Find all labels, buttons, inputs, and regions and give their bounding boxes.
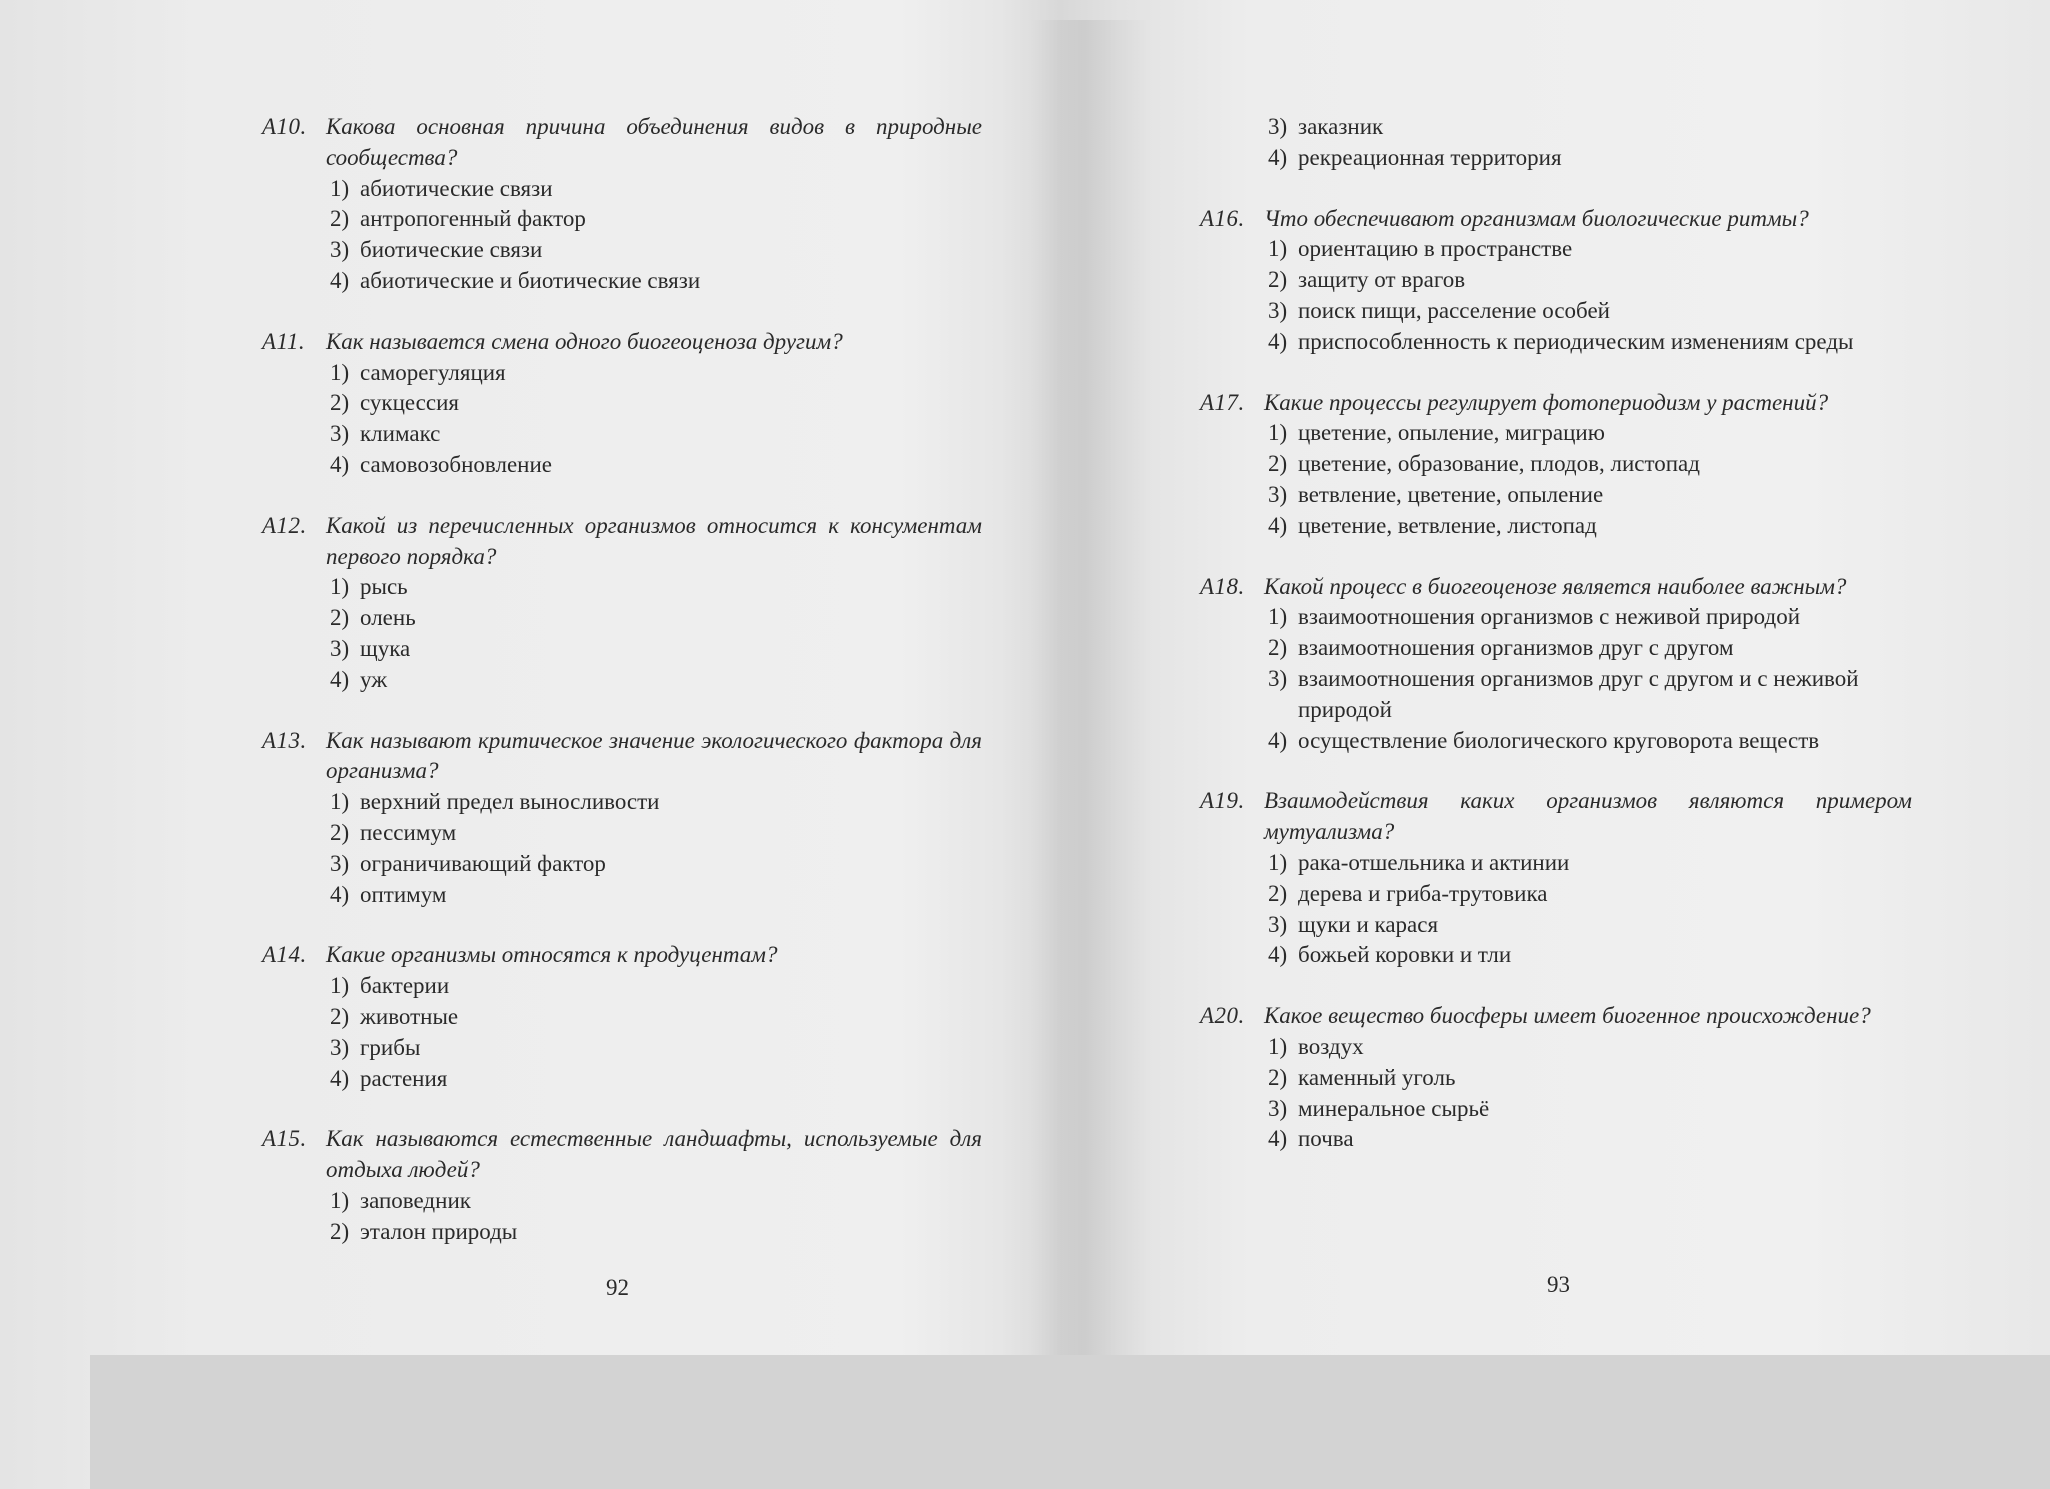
option-text: эталон природы [360,1218,518,1244]
option-text: защиту от врагов [1298,267,1466,293]
answer-option [1200,143,1912,174]
question-text: Какие процессы регулирует фотопериодизм у растений? [1264,389,1829,415]
answer-option [262,266,982,297]
option-number: 3) [330,237,350,263]
answer-options [262,787,982,910]
right-page [1200,112,1912,1155]
question-number: A13. [262,727,307,753]
option-text: уж [360,666,388,692]
question-block [262,511,982,696]
question-text: Взаимодействия каких организмов являются примером мутуализма? [1264,788,1912,845]
question-header [1200,204,1912,235]
question-text: Какие организмы относятся к продуцентам? [326,942,778,968]
continued-options [1200,112,1912,174]
option-text: цветение, опыление, миграцию [1298,420,1605,446]
option-text: каменный уголь [1298,1064,1456,1090]
option-text: оптимум [360,881,447,907]
answer-option [262,880,982,911]
answer-option [262,1002,982,1033]
answer-options [1200,418,1912,541]
question-block [1200,204,1912,358]
question-number: A20. [1200,1003,1245,1029]
option-number: 4) [1268,1126,1288,1152]
option-number: 3) [330,850,350,876]
option-text: божьей коровки и тли [1298,942,1512,968]
answer-options [262,358,982,481]
question-header [262,726,982,788]
left-page [262,112,982,1248]
answer-option [1200,602,1912,633]
answer-option [1200,449,1912,480]
answer-option [1200,511,1912,542]
option-text: заказник [1298,114,1384,139]
question-number: A16. [1200,205,1245,231]
question-header [262,327,982,358]
question-block [1200,572,1912,757]
option-text: ограничивающий фактор [360,850,606,876]
option-text: взаимоотношения организмов друг с другом и с неживой природой [1298,665,1859,722]
option-number: 4) [330,666,350,692]
option-text: пессимум [360,819,457,845]
option-text: рекреационная территория [1298,144,1562,170]
question-header [1200,1001,1912,1032]
book-gutter [1030,20,1150,1355]
option-number: 4) [1268,512,1288,538]
option-number: 3) [1268,911,1288,937]
option-text: бактерии [360,973,450,999]
option-number: 4) [330,267,350,293]
option-number: 4) [1268,727,1288,753]
option-text: верхний предел выносливости [360,789,660,815]
answer-option [1200,910,1912,941]
answer-option [1200,1032,1912,1063]
option-text: осуществление биологического круговорота веществ [1298,727,1820,753]
option-text: цветение, ветвление, листопад [1298,512,1597,538]
question-block [262,327,982,481]
option-number: 3) [1268,665,1288,691]
answer-options [1200,602,1912,756]
option-number: 3) [1268,114,1288,139]
answer-option [262,665,982,696]
option-number: 3) [1268,1095,1288,1121]
answer-option [262,818,982,849]
option-text: приспособленность к периодическим изменениям среды [1298,328,1854,354]
question-number: A18. [1200,573,1245,599]
answer-option [262,572,982,603]
page-number-left: 92 [606,1275,629,1300]
answer-option [1200,726,1912,757]
option-text: саморегуляция [360,359,506,385]
option-text: воздух [1298,1033,1364,1059]
option-text: заповедник [360,1187,471,1213]
option-text: поиск пищи, расселение особей [1298,297,1610,323]
option-number: 3) [1268,481,1288,507]
answer-option [262,174,982,205]
question-text: Какой из перечисленных организмов относится к консументам первого порядка? [326,512,982,569]
answer-option [1200,848,1912,879]
option-text: щука [360,635,411,661]
answer-option [1200,940,1912,971]
answer-options [1200,848,1912,971]
option-number: 3) [330,1034,350,1060]
option-number: 2) [330,206,350,232]
question-header [262,1124,982,1186]
option-text: животные [360,1003,459,1029]
option-text: рака-отшельника и актинии [1298,849,1570,875]
option-text: ветвление, цветение, опыление [1298,481,1604,507]
option-number: 1) [330,973,350,999]
option-text: антропогенный фактор [360,206,586,232]
answer-option [1200,234,1912,265]
option-number: 2) [1268,267,1288,293]
answer-option [262,634,982,665]
option-number: 2) [1268,451,1288,477]
question-header [262,511,982,573]
scan-background [90,1355,2050,1489]
answer-option [1200,664,1912,726]
option-number: 2) [330,1218,350,1244]
answer-option [262,971,982,1002]
option-number: 1) [1268,420,1288,446]
answer-option [1200,480,1912,511]
question-number: A10. [262,114,307,139]
option-number: 4) [330,881,350,907]
option-number: 1) [1268,604,1288,630]
option-number: 2) [330,605,350,631]
question-text: Как называют критическое значение экологического фактора для организма? [326,727,982,784]
option-number: 2) [330,1003,350,1029]
question-block [1200,1001,1912,1155]
answer-option [262,603,982,634]
answer-option [262,1064,982,1095]
option-number: 4) [330,1065,350,1091]
option-number: 2) [1268,1064,1288,1090]
answer-option [1200,879,1912,910]
question-block [1200,786,1912,971]
question-text: Какой процесс в биогеоценозе является наиболее важным? [1264,573,1847,599]
question-text: Какое вещество биосферы имеет биогенное происхождение? [1264,1003,1871,1029]
question-number: A17. [1200,389,1245,415]
option-number: 1) [330,359,350,385]
answer-options [1200,1032,1912,1155]
option-number: 3) [330,635,350,661]
question-text: Что обеспечивают организмам биологические ритмы? [1264,205,1809,231]
answer-options [262,971,982,1094]
option-text: почва [1298,1126,1354,1152]
option-number: 1) [330,1187,350,1213]
answer-options [262,1186,982,1248]
answer-option [262,450,982,481]
option-number: 3) [330,421,350,447]
answer-options [262,174,982,297]
option-text: рысь [360,574,408,600]
answer-option [262,1033,982,1064]
option-number: 2) [330,390,350,416]
option-text: щуки и карася [1298,911,1439,937]
question-block [1200,388,1912,542]
question-block [262,726,982,911]
option-text: взаимоотношения организмов друг с другом [1298,635,1734,661]
option-text: самовозобновление [360,451,552,477]
option-text: климакс [360,421,441,447]
question-block [262,112,982,297]
question-text: Как называется смена одного биогеоценоза другим? [326,328,843,354]
answer-option [1200,296,1912,327]
answer-option [262,204,982,235]
option-number: 1) [330,175,350,201]
option-number: 4) [330,451,350,477]
option-text: олень [360,605,416,631]
option-number: 1) [1268,849,1288,875]
answer-option [1200,1124,1912,1155]
option-number: 2) [330,819,350,845]
answer-option [1200,418,1912,449]
option-number: 2) [1268,880,1288,906]
option-text: ориентацию в пространстве [1298,236,1573,262]
answer-option [1200,633,1912,664]
option-number: 2) [1268,635,1288,661]
question-number: A19. [1200,788,1245,814]
question-block [262,1124,982,1247]
answer-option [1200,1094,1912,1125]
answer-option [262,235,982,266]
answer-option [1200,1063,1912,1094]
question-header [262,112,982,174]
question-header [1200,388,1912,419]
answer-option [262,849,982,880]
option-number: 4) [1268,328,1288,354]
option-number: 1) [1268,236,1288,262]
answer-options [1200,234,1912,357]
question-number: A15. [262,1126,307,1152]
question-number: A14. [262,942,307,968]
answer-options [262,572,982,695]
option-text: дерева и гриба-трутовика [1298,880,1548,906]
question-number: A12. [262,512,307,538]
option-text: грибы [360,1034,421,1060]
question-text: Как называются естественные ландшафты, используемые для отдыха людей? [326,1126,982,1183]
answer-option [262,787,982,818]
option-number: 4) [1268,144,1288,170]
option-number: 1) [330,574,350,600]
option-number: 1) [1268,1033,1288,1059]
question-header [1200,786,1912,848]
answer-option [262,388,982,419]
answer-option [262,358,982,389]
question-header [1200,572,1912,603]
answer-option [262,419,982,450]
option-number: 1) [330,789,350,815]
answer-option [1200,327,1912,358]
answer-option [262,1217,982,1248]
option-number: 3) [1268,297,1288,323]
answer-option [1200,112,1912,143]
question-block [262,940,982,1094]
option-number: 4) [1268,942,1288,968]
answer-option [1200,265,1912,296]
question-header [262,940,982,971]
option-text: биотические связи [360,237,543,263]
answer-option [262,1186,982,1217]
option-text: растения [360,1065,448,1091]
option-text: взаимоотношения организмов с неживой природой [1298,604,1801,630]
question-text: Какова основная причина объединения видов в природные сообщества? [326,114,982,170]
option-text: сукцессия [360,390,459,416]
question-number: A11. [262,328,306,354]
option-text: цветение, образование, плодов, листопад [1298,451,1700,477]
page-number-right: 93 [1547,1272,1570,1297]
option-text: минеральное сырьё [1298,1095,1490,1121]
option-text: абиотические и биотические связи [360,267,701,293]
option-text: абиотические связи [360,175,553,201]
